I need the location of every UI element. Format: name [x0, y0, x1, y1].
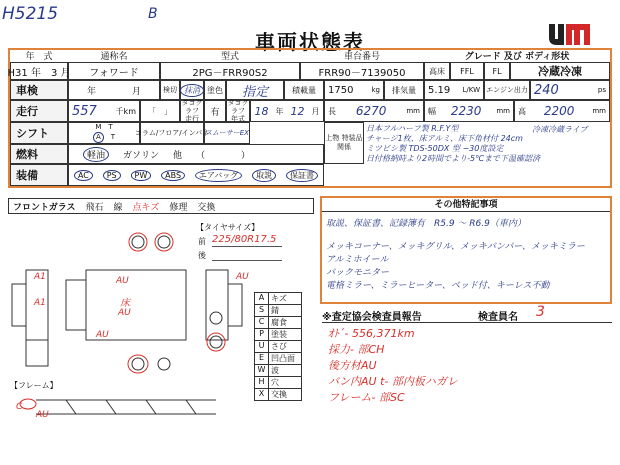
code-desc: さび	[271, 342, 287, 351]
color-label: 塗色	[204, 80, 226, 100]
code-desc: 交換	[271, 390, 287, 399]
engine-value: 240	[534, 82, 559, 98]
equipment-label: 装備	[10, 164, 68, 186]
code-desc: 凹凸面	[271, 354, 295, 363]
fuel-other: 他	[173, 150, 183, 161]
shift-columns: コラム/フロア/インパネ	[140, 122, 204, 144]
mileage-bracket: 「 」	[140, 100, 180, 122]
tach-value: 有	[204, 100, 226, 122]
glass-repair: 修理	[169, 202, 188, 213]
code-desc: キズ	[271, 294, 287, 303]
code-letter: U	[255, 341, 269, 352]
upper-equip-note: ミツビシ製 TDS-50DX 型 −30度設定	[366, 144, 504, 153]
width-value: 2230	[450, 104, 482, 118]
code-letter: P	[255, 329, 269, 340]
inspector-value: 3	[536, 304, 545, 320]
code-letter: A	[255, 293, 269, 304]
frame-label: 【フレーム】	[10, 381, 58, 390]
tire-title: 【タイヤサイズ】	[196, 223, 260, 232]
fuel-gasoline: ガソリン	[123, 150, 160, 161]
upper-equip-note: 日付格納時より2時間でより-5℃まで下温確認済	[366, 154, 541, 163]
length-unit: mm	[406, 107, 420, 115]
header-year: 年 式	[25, 52, 53, 62]
shift-opt-t2: T	[110, 133, 116, 141]
damage-mark: AU	[118, 308, 131, 318]
company-logo	[546, 18, 592, 51]
roof-high: 高床	[424, 62, 450, 80]
equip-abs: ABS	[161, 170, 185, 181]
upper-equip-note: チャージ1枚、床アルミ、床下角材付 24cm	[366, 134, 523, 143]
tach-year-label: タコグラフ 年式	[227, 99, 249, 123]
roof-fl: FL	[484, 62, 510, 80]
height-value: 2200	[543, 104, 575, 118]
shift-opt-m: M	[95, 123, 102, 131]
tach-month-value: 12	[290, 104, 305, 118]
inspection-note: 採力- 部CH	[328, 343, 385, 356]
damage-code-legend	[254, 292, 302, 401]
header-chassis: 車台番号	[343, 52, 380, 62]
length-value: 6270	[355, 104, 387, 118]
shift-hand-note: スムーサーEX	[204, 122, 250, 144]
length-label: 長	[328, 106, 336, 116]
inspection-note: フレーム- 部SC	[328, 391, 405, 404]
load-unit: kg	[371, 86, 380, 94]
chassis-value: FRR90－7139050	[300, 62, 424, 80]
upper-equip-note: 日本フルハーフ製 R.F.Y型	[366, 124, 459, 133]
corner-handwritten-id: H5215	[2, 4, 59, 24]
code-letter: C	[255, 317, 269, 328]
load-cell	[324, 80, 384, 100]
height-cell	[514, 100, 610, 122]
inspection-note: バン内AU t- 部内板ハガレ	[328, 375, 458, 388]
other-notes-list	[326, 218, 608, 293]
load-value: 1750	[328, 84, 354, 96]
upper-equip-label: 上物 特装品 関係	[324, 122, 364, 164]
code-desc: 波	[271, 366, 279, 375]
shift-opt-t1: T	[108, 123, 113, 131]
header-grade: グレード 及び ボディ形状	[464, 52, 570, 62]
height-unit: mm	[592, 107, 606, 115]
damage-mark: AU	[116, 276, 129, 286]
roof-ffl: FFL	[450, 62, 484, 80]
damage-mark: A1	[34, 272, 46, 282]
damage-mark: 床	[120, 298, 130, 309]
shaken-year-unit: 年	[86, 86, 96, 97]
code-desc: 錆	[271, 306, 279, 315]
tach-date-cell	[250, 100, 324, 122]
damage-mark: A1	[34, 298, 46, 308]
engine-label: エンジン出力	[484, 80, 530, 100]
color-value: 指定	[226, 80, 284, 100]
other-note: 取説、保証書、記録簿有 R5.9 ～ R6.9（車内）	[326, 219, 526, 229]
tach-year-value: 18	[254, 104, 269, 118]
damage-mark: AU	[36, 410, 49, 420]
equip-airbag: エアバッグ	[195, 169, 242, 182]
glass-spot-scratch: 点キズ	[132, 202, 160, 213]
other-note: アルミホイール	[326, 255, 389, 265]
engine-cell	[530, 80, 610, 100]
equip-manual: 取説	[252, 169, 276, 182]
inspection-note: 後方材AU	[328, 359, 377, 372]
header-model-type: 型式	[220, 52, 239, 62]
glass-line: 線	[113, 202, 123, 213]
shaken-hand-check: 抹消	[180, 80, 204, 100]
inspection-notes	[328, 326, 608, 406]
page-title: 車両状態表	[255, 30, 365, 54]
fuel-label: 燃料	[10, 144, 68, 164]
code-letter: E	[255, 353, 269, 364]
code-desc: 塗装	[271, 330, 287, 339]
mileage-cell	[68, 100, 140, 122]
tire-front-value: 225/80R17.5	[212, 234, 277, 245]
tire-front-label: 前	[198, 237, 206, 246]
damage-mark: AU	[96, 330, 109, 340]
other-note: メッキコーナー、メッキグリル、メッキバンパー、メッキミラー	[326, 242, 585, 252]
disp-value: 5.19	[428, 84, 451, 96]
code-desc: 腐食	[271, 318, 287, 327]
equip-warranty: 保証書	[286, 169, 318, 182]
inspection-title: ※査定協会検査員報告	[322, 312, 422, 323]
shaken-label: 車検	[10, 80, 68, 100]
year-value: H31 年 3 月	[10, 62, 68, 80]
mileage-unit: 千km	[115, 106, 136, 116]
length-cell	[324, 100, 424, 122]
inspection-note: ｵﾄﾞ- 556,371km	[328, 327, 415, 340]
header-model-name: 通称名	[100, 52, 128, 62]
tach-month-unit: 月	[311, 106, 320, 116]
equip-ps: PS	[103, 170, 121, 181]
width-unit: mm	[496, 107, 510, 115]
shaken-date	[68, 80, 160, 100]
code-letter: S	[255, 305, 269, 316]
fuel-other-paren: （ ）	[196, 150, 251, 161]
tach-label: タコグラフ 走行	[181, 99, 203, 123]
damage-mark: C	[16, 402, 23, 412]
height-label: 高	[518, 106, 526, 116]
other-note: バックモニター	[326, 268, 390, 278]
fuel-diesel: 軽油	[83, 147, 109, 162]
damage-mark: AU	[236, 272, 249, 282]
fuel-options	[68, 144, 324, 164]
code-letter: W	[255, 365, 269, 376]
refrigeration-note: 冷凍冷蔵ライブ	[532, 125, 588, 134]
disp-cell	[424, 80, 484, 100]
tire-rear-label: 後	[198, 251, 206, 260]
disp-unit: L/KW	[462, 86, 480, 94]
shaken-month-unit: 月	[131, 86, 141, 97]
grade-value: 冷蔵冷凍	[510, 62, 610, 80]
inspector-label: 検査員名	[478, 312, 518, 323]
equip-pw: PW	[131, 170, 152, 181]
other-notes-title: その他特記事項	[322, 198, 610, 212]
shift-opt-a: A	[93, 132, 104, 143]
mileage-value: 557	[72, 103, 97, 119]
engine-unit: ps	[597, 86, 606, 94]
shift-label: シフト	[10, 122, 68, 144]
equipment-options	[68, 164, 324, 186]
model-name-value: フォワード	[68, 62, 160, 80]
mileage-label: 走行	[10, 100, 68, 122]
shaken-check-label: 検切	[160, 80, 180, 100]
equip-ac: AC	[74, 170, 93, 181]
glass-replace: 交換	[197, 202, 216, 213]
width-label: 幅	[428, 106, 436, 116]
front-glass-row	[8, 198, 314, 214]
inspection-divider	[322, 322, 612, 323]
glass-chip: 飛石	[85, 202, 104, 213]
load-label: 積載量	[284, 80, 324, 100]
code-desc: 穴	[271, 378, 279, 387]
shift-options	[68, 122, 140, 144]
other-note: 電格ミラー、ミラーヒーター、ベッド付、キーレス不動	[326, 281, 550, 291]
front-glass-label: フロントガラス	[13, 202, 76, 213]
code-letter: H	[255, 377, 269, 388]
model-type-value: 2PG－FRR90S2	[160, 62, 300, 80]
width-cell	[424, 100, 514, 122]
code-letter: X	[255, 389, 269, 400]
corner-b-mark: B	[148, 6, 158, 22]
disp-label: 排気量	[384, 80, 424, 100]
tach-year-unit: 年	[275, 106, 284, 116]
